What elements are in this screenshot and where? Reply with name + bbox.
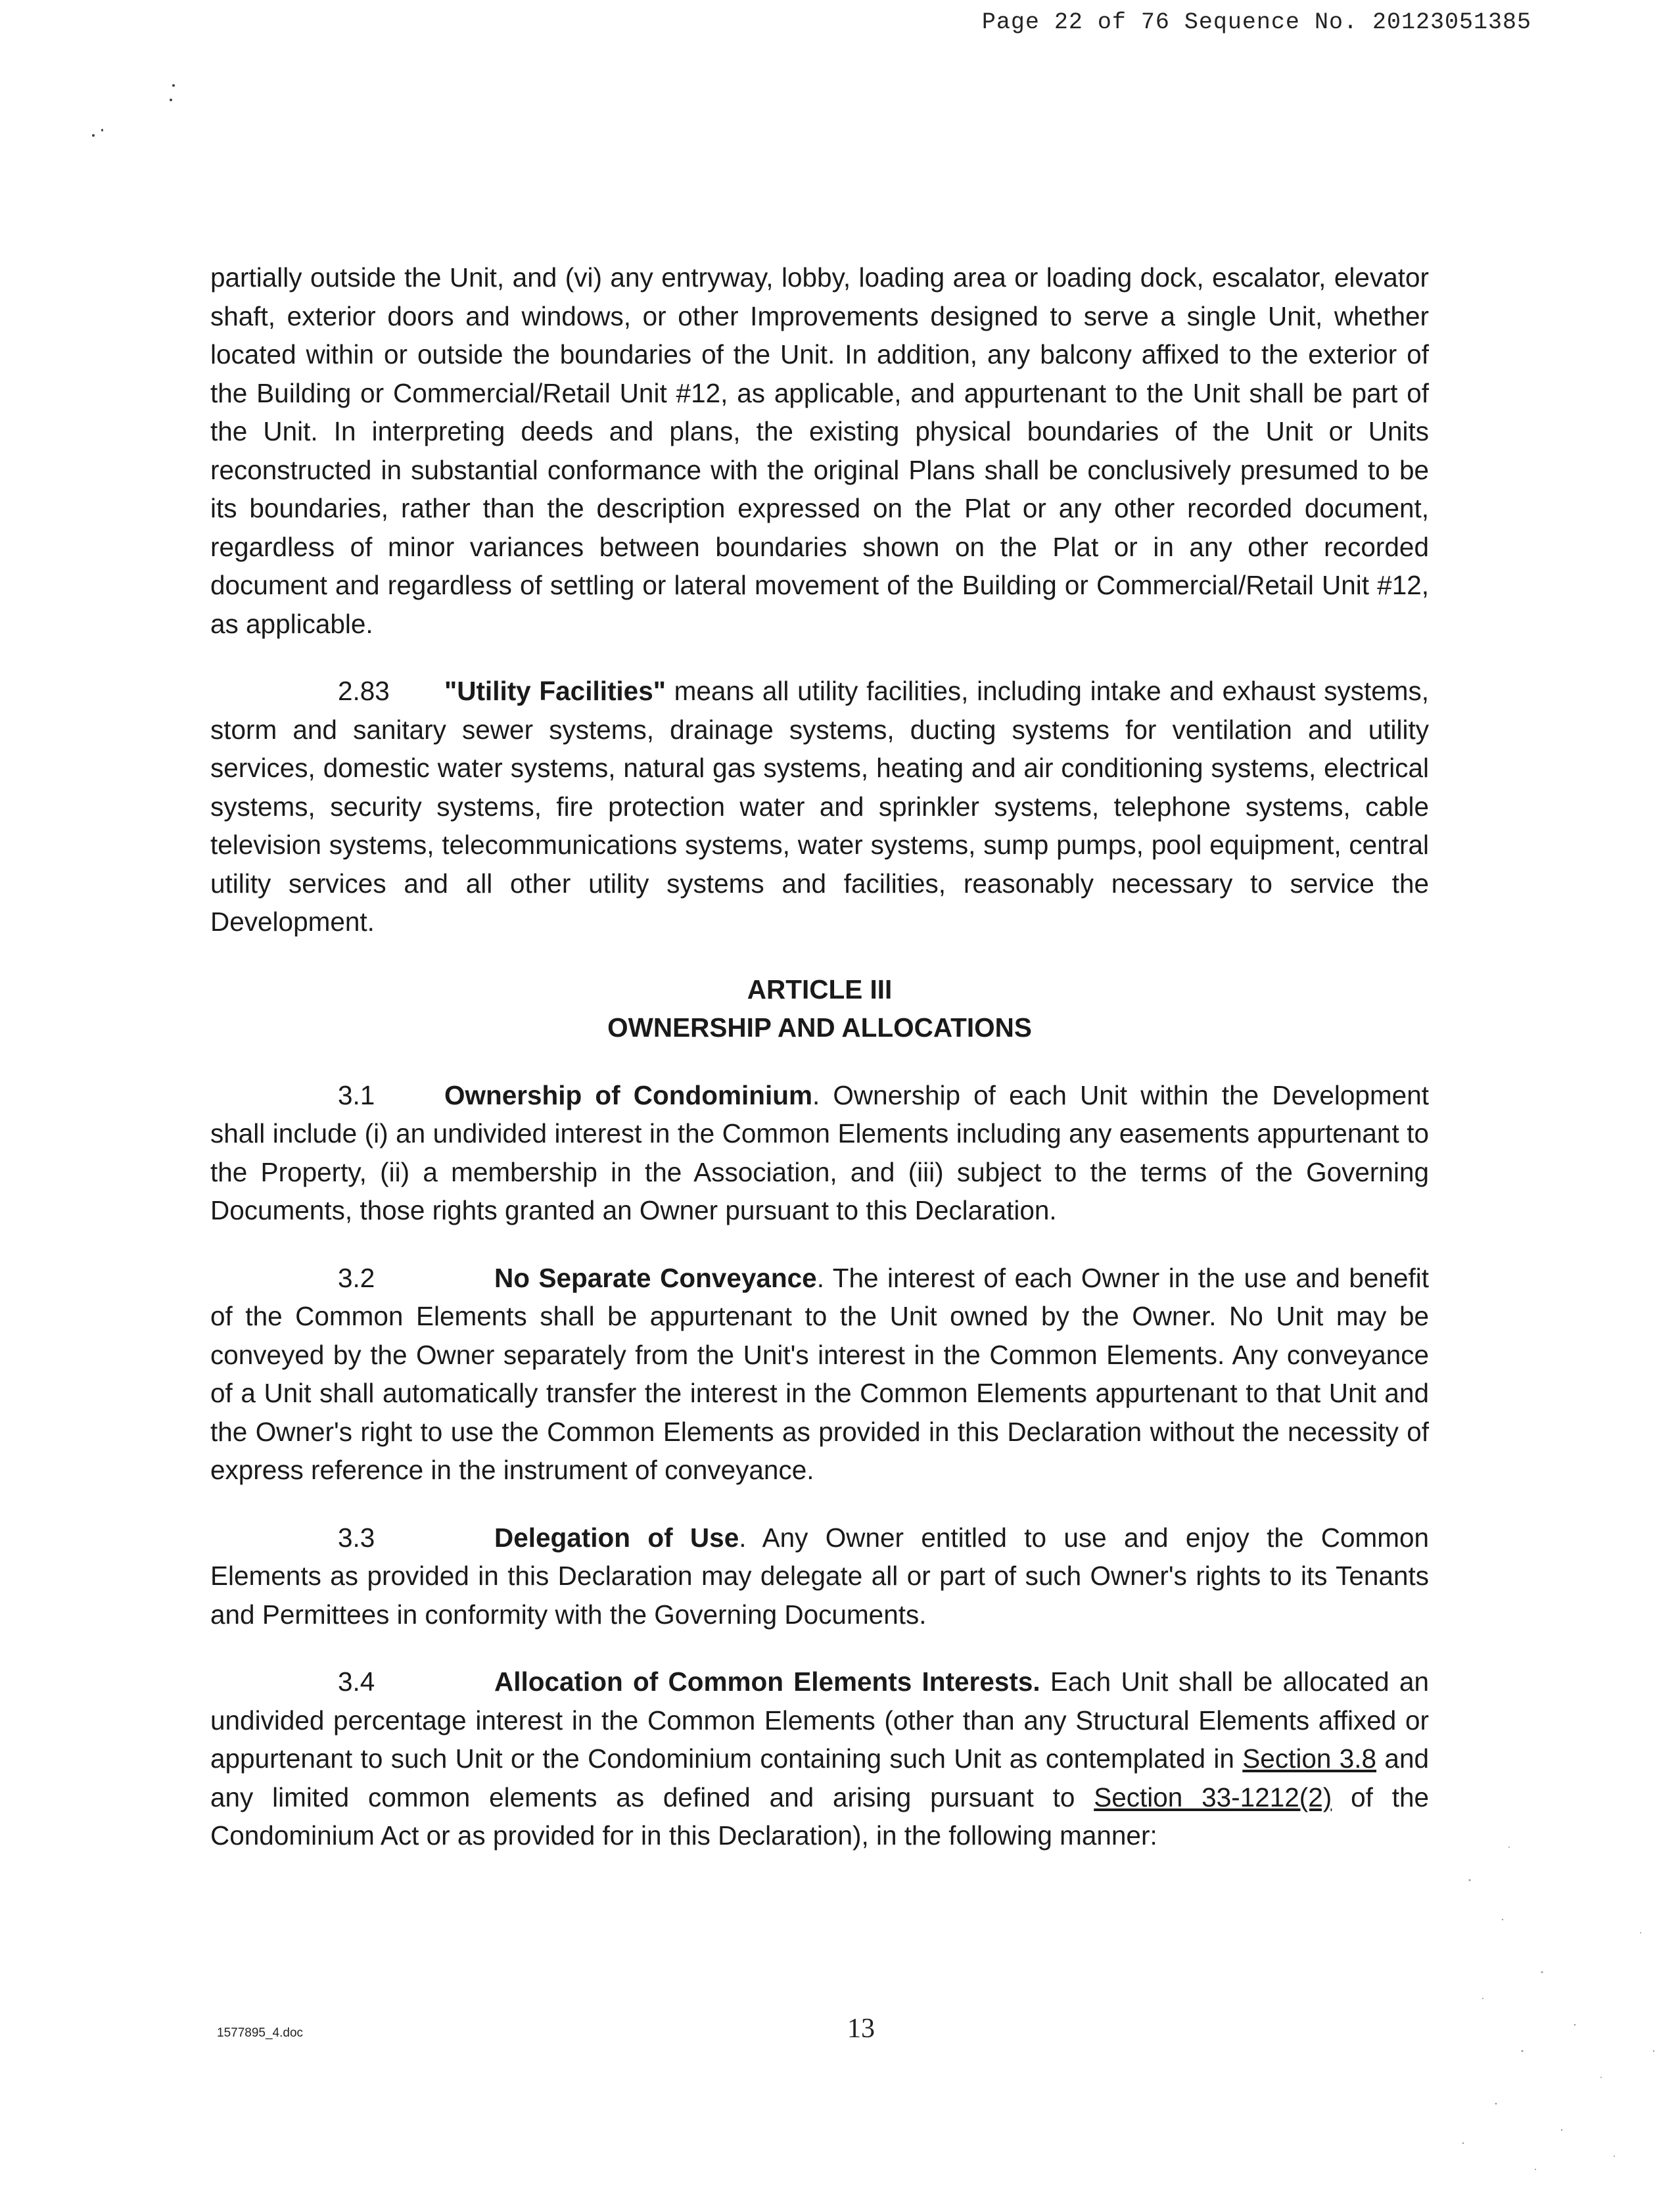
section-title: Delegation of Use — [494, 1522, 739, 1553]
paragraph-unit-definition-continued: partially outside the Unit, and (vi) any entryway, lobby, loading area or loading dock, escalator, elevator shaft, exterior doors and windows, or other Improvements designed to serve a single Unit, whether located within or outside the boundaries of the Unit. In addition, any balcony affixed to the exterior of the Building or Commercial/Retail Unit #12, as applicable, and appurtenant to the Unit shall be part of the Unit. In interpreting deeds and plans, the existing physical boundaries of the Unit or Units reconstructed in substantial conformance with the original Plans shall be conclusively presumed to be its boundaries, rather than the description expressed on the Plat or any other recorded document, regardless of minor variances between boundaries shown on the Plat or in any other recorded document and regardless of settling or lateral movement of the Building or Commercial/Retail Unit #12, as applicable. — [210, 262, 1429, 639]
defined-term: "Utility Facilities" — [444, 676, 666, 706]
section-text: Each Unit shall be allocated an undivided percentage interest in the Common Elements (other than any Structural Elements affixed or appurtenant to such Unit or the Condominium containing such Unit as contemplated in — [210, 1666, 1429, 1774]
scan-dot — [1541, 1972, 1543, 1973]
section-text: . The interest of each Owner in the use and benefit of the Common Elements shall be appurtenant to the Unit owned by the Owner. No Unit may be conveyed by the Owner separately from the Unit's interest in the Common Elements. Any conveyance of a Unit shall automatically transfer the interest in the Common Elements appurtenant to that Unit and the Owner's right to use the Common Elements as provided in this Declaration without the necessity of express reference in the instrument of conveyance. — [210, 1262, 1429, 1485]
scan-dot — [1502, 1919, 1503, 1920]
scan-dot — [1522, 2050, 1524, 2052]
section-3-2-no-separate-conveyance — [210, 1259, 1429, 1490]
scan-dot — [1561, 2129, 1562, 2131]
page-number: 13 — [847, 2014, 875, 2044]
article-heading — [210, 970, 1429, 1047]
scan-speck — [101, 129, 103, 131]
section-number: 3.1 — [338, 1079, 375, 1110]
scan-dot — [1482, 1998, 1483, 1999]
section-text: . Ownership of each Unit within the Development shall include (i) an undivided interest in the Common Elements including any easements appurtenant to the Property, (ii) a membership in the Association, and (iii) subject to the terms of the Governing Documents, those rights granted an Owner pursuant to this Declaration. — [210, 1079, 1429, 1225]
section-number: 3.4 — [338, 1666, 375, 1697]
section-3-4-allocation — [210, 1663, 1429, 1855]
section-title: Allocation of Common Elements Interests. — [494, 1666, 1040, 1697]
scan-noise — [1443, 1775, 1680, 2196]
scan-dot — [1495, 2103, 1497, 2105]
document-body — [210, 258, 1429, 1855]
statute-reference-link: Section 33-1212(2) — [1094, 1782, 1332, 1812]
page-sequence-stamp: Page 22 of 76 Sequence No. 20123051385 — [981, 9, 1531, 35]
scan-dot — [1614, 2156, 1615, 2157]
section-text: and any limited common elements as defined and arising pursuant to — [210, 1743, 1429, 1812]
scan-dot — [1600, 2077, 1602, 2078]
section-3-3-delegation-of-use — [210, 1519, 1429, 1634]
scan-dot — [1653, 2050, 1654, 2052]
section-number: 3.2 — [338, 1262, 375, 1293]
footer-file-name: 1577895_4.doc — [217, 2026, 304, 2040]
scan-dot — [1469, 1879, 1471, 1881]
article-number: ARTICLE III — [747, 974, 893, 1004]
scan-speck — [92, 134, 95, 137]
scan-dot — [1574, 2024, 1576, 2026]
scan-dot — [1640, 1932, 1641, 1933]
scan-dot — [1462, 2142, 1464, 2144]
scan-speck — [172, 84, 175, 87]
article-title: OWNERSHIP AND ALLOCATIONS — [607, 1012, 1032, 1043]
section-text: of the Condominium Act or as provided for in this Declaration), in the following manner: — [210, 1782, 1430, 1851]
section-number: 2.83 — [338, 676, 390, 706]
section-reference-link: Section 3.8 — [1242, 1743, 1377, 1774]
scan-dot — [1508, 1847, 1510, 1848]
section-text: . Any Owner entitled to use and enjoy the Common Elements as provided in this Declaration may delegate all or part of such Owner's rights to its Tenants and Permittees in conformity with the Governing Documents. — [210, 1522, 1429, 1630]
section-number: 3.3 — [338, 1522, 375, 1553]
section-title: Ownership of Condominium — [444, 1079, 813, 1110]
section-text: means all utility facilities, including intake and exhaust systems, storm and sanitary sewer systems, drainage systems, ducting systems for ventilation and utility services, domestic water systems, natural gas systems, heating and air conditioning systems, electrical systems, security systems, fire protection water and sprinkler systems, telephone systems, cable television systems, telecommunications systems, water systems, sump pumps, pool equipment, central utility services and all other utility systems and facilities, reasonably necessary to service the Development. — [210, 676, 1429, 937]
section-3-1-ownership — [210, 1076, 1429, 1230]
scan-dot — [1535, 2169, 1536, 2170]
section-title: No Separate Conveyance — [494, 1262, 817, 1293]
scan-speck — [170, 99, 172, 101]
section-2-83-utility-facilities — [210, 672, 1429, 941]
